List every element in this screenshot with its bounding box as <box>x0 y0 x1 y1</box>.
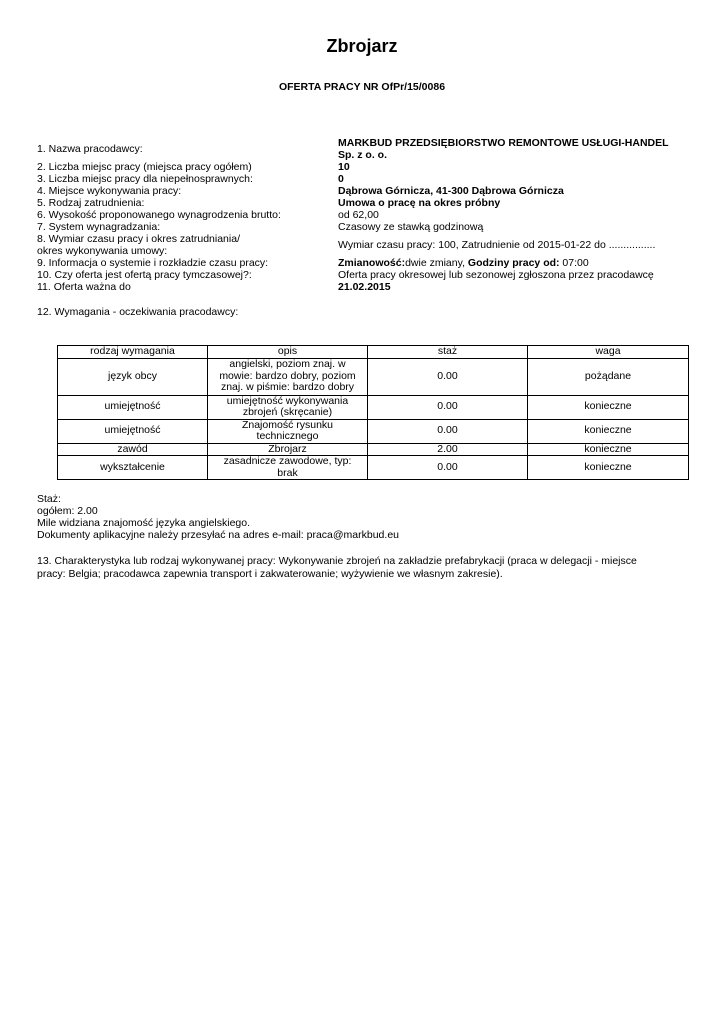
work-location-value: Dąbrowa Górnicza, 41-300 Dąbrowa Górnicza <box>338 185 564 197</box>
pay-system-value: Czasowy ze stawką godzinową <box>338 221 484 233</box>
valid-until-value: 21.02.2015 <box>338 281 391 293</box>
requirements-label: 12. Wymagania - oczekiwania pracodawcy: <box>37 306 239 318</box>
row-type: umiejętność <box>58 419 208 443</box>
employment-type-value: Umowa o pracę na okres próbny <box>338 197 501 209</box>
desc-line: technicznego <box>256 430 319 442</box>
desc-line: zasadnicze zawodowe, typ: <box>223 455 352 467</box>
row-experience: 0.00 <box>368 395 528 419</box>
table-row <box>58 358 689 395</box>
header-description: opis <box>208 346 368 359</box>
row-type: umiejętność <box>58 395 208 419</box>
salary-label: 6. Wysokość proponowanego wynagrodzenia brutto: <box>37 209 281 221</box>
page-title: Zbrojarz <box>326 36 398 56</box>
employer-name-value-line1: MARKBUD PRZEDSIĘBIORSTWO REMONTOWE USŁUGI-HANDEL <box>338 137 669 149</box>
table-header-row <box>58 346 689 359</box>
employer-name-label: 1. Nazwa pracodawcy: <box>37 143 143 155</box>
disabled-jobs-value: 0 <box>338 173 344 185</box>
job-characteristics-line1: 13. Charakterystyka lub rodzaj wykonywanej pracy: Wykonywanie zbrojeń na zakładzie prefabrykacji (praca w delegacji - miejsce <box>37 555 637 567</box>
desc-line: umiejętność wykonywania <box>226 394 349 407</box>
experience-total: ogółem: 2.00 <box>37 505 98 517</box>
row-experience: 0.00 <box>368 419 528 443</box>
schedule-value <box>338 257 589 269</box>
valid-until-label: 11. Oferta ważna do <box>37 281 131 293</box>
work-time-label-line2: okres wykonywania umowy: <box>37 245 168 257</box>
row-type: wykształcenie <box>58 456 208 480</box>
shift-value: dwie zmiany, <box>405 257 468 269</box>
job-characteristics-line2: pracy: Belgia; pracodawca zapewnia transport i zakwaterowanie; wyżywienie we własnym zakresie). <box>37 568 503 580</box>
hours-label: Godziny pracy od: <box>467 257 560 269</box>
desc-line: Znajomość rysunku <box>241 418 334 431</box>
row-weight: pożądane <box>528 358 689 395</box>
requirements-table <box>57 345 689 480</box>
job-count-label: 2. Liczba miejsc pracy (miejsca pracy ogółem) <box>37 161 252 173</box>
row-experience: 2.00 <box>368 443 528 456</box>
desc-line: zbrojeń (skręcanie) <box>242 406 333 418</box>
table-row <box>58 419 689 443</box>
hours-value: 07:00 <box>559 257 589 269</box>
temporary-offer-label: 10. Czy oferta jest ofertą pracy tymczasowej?: <box>37 269 252 281</box>
application-note: Dokumenty aplikacyjne należy przesyłać na adres e-mail: praca@markbud.eu <box>37 529 399 541</box>
row-description <box>208 456 368 480</box>
row-description <box>208 358 368 395</box>
work-time-label-line1: 8. Wymiar czasu pracy i okres zatrudniania/ <box>37 233 240 245</box>
employer-name-value-line2: Sp. z o. o. <box>338 149 387 161</box>
offer-number: OFERTA PRACY NR OfPr/15/0086 <box>278 81 446 93</box>
desc-line: brak <box>277 466 298 479</box>
row-type: zawód <box>58 443 208 456</box>
employment-type-label: 5. Rodzaj zatrudnienia: <box>37 197 145 209</box>
row-weight: konieczne <box>528 395 689 419</box>
desc-line: Zbrojarz <box>268 442 307 455</box>
table-row <box>58 395 689 419</box>
shift-label: Zmianowość: <box>338 257 406 269</box>
row-weight: konieczne <box>528 443 689 456</box>
english-note: Mile widziana znajomość języka angielskiego. <box>37 517 251 529</box>
row-weight: konieczne <box>528 419 689 443</box>
work-location-label: 4. Miejsce wykonywania pracy: <box>37 185 182 197</box>
table-row <box>58 443 689 456</box>
row-weight: konieczne <box>528 456 689 480</box>
experience-heading: Staż: <box>37 493 61 505</box>
table-row <box>58 456 689 480</box>
work-time-value: Wymiar czasu pracy: 100, Zatrudnienie od 2015-01-22 do ................ <box>338 239 656 251</box>
schedule-label: 9. Informacja o systemie i rozkładzie czasu pracy: <box>37 257 269 269</box>
header-experience: staż <box>368 346 528 359</box>
row-experience: 0.00 <box>368 456 528 480</box>
salary-value: od 62,00 <box>338 209 379 221</box>
row-experience: 0.00 <box>368 358 528 395</box>
header-type: rodzaj wymagania <box>58 346 208 359</box>
row-description <box>208 395 368 419</box>
desc-line: znaj. w piśmie: bardzo dobry <box>220 381 355 394</box>
row-description <box>208 443 368 456</box>
job-count-value: 10 <box>338 161 350 173</box>
temporary-offer-value: Oferta pracy okresowej lub sezonowej zgłoszona przez pracodawcę <box>338 269 654 281</box>
header-weight: waga <box>528 346 689 359</box>
row-type: język obcy <box>58 358 208 395</box>
desc-line: angielski, poziom znaj. w <box>229 358 346 371</box>
disabled-jobs-label: 3. Liczba miejsc pracy dla niepełnosprawnych: <box>37 173 253 185</box>
pay-system-label: 7. System wynagradzania: <box>37 221 161 233</box>
row-description <box>208 419 368 443</box>
desc-line: mowie: bardzo dobry, poziom <box>219 369 356 382</box>
